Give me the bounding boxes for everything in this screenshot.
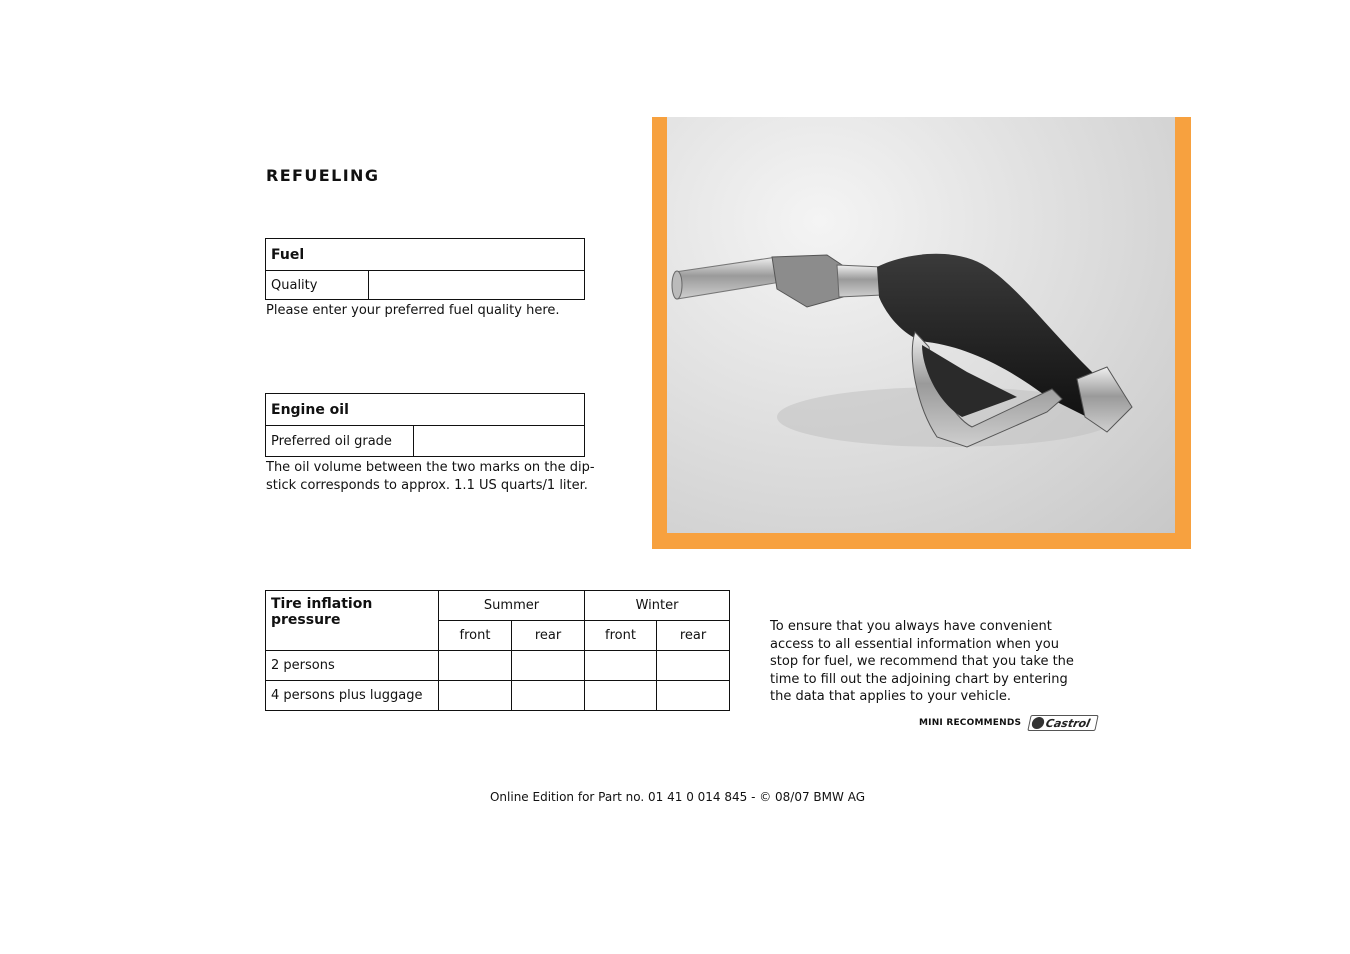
winter-header: Winter — [585, 591, 730, 621]
fuel-quality-field[interactable] — [369, 271, 585, 300]
fuel-nozzle-photo — [667, 117, 1175, 533]
summer-front-header: front — [439, 621, 512, 651]
engine-oil-table — [265, 393, 585, 457]
brand-label: MINI RECOMMENDS — [919, 718, 1022, 728]
oil-note: The oil volume between the two marks on the dip-stick corresponds to approx. 1.1 US quarts/1 liter. — [266, 460, 595, 493]
page-title: REFUELING — [266, 166, 380, 185]
row-label: 4 persons plus luggage — [266, 681, 439, 711]
tire-pressure-table — [265, 590, 730, 711]
oil-grade-field[interactable] — [414, 426, 585, 457]
tire-value-field[interactable] — [512, 681, 585, 711]
summer-rear-header: rear — [512, 621, 585, 651]
winter-front-header: front — [585, 621, 657, 651]
tire-value-field[interactable] — [657, 651, 730, 681]
table-row — [266, 681, 730, 711]
summer-header: Summer — [439, 591, 585, 621]
brand-recommendation — [919, 714, 1097, 732]
tire-value-field[interactable] — [585, 651, 657, 681]
fuel-table — [265, 238, 585, 300]
table-row — [266, 651, 730, 681]
access-info-text: To ensure that you always have convenient access to all essential information when you stop for fuel, we recommend that you take the time to fill out the adjoining chart by entering the data that applies to your vehicle. — [770, 619, 1074, 704]
castrol-logo-icon — [1028, 715, 1099, 731]
footer: Online Edition for Part no. 01 41 0 014 845 - © 08/07 BMW AG — [489, 790, 865, 804]
tire-value-field[interactable] — [439, 651, 512, 681]
tire-value-field[interactable] — [512, 651, 585, 681]
tire-value-field[interactable] — [439, 681, 512, 711]
row-label: 2 persons — [266, 651, 439, 681]
fuel-header: Fuel — [266, 239, 585, 271]
fuel-note: Please enter your preferred fuel quality here. — [266, 303, 560, 318]
fuel-quality-label: Quality — [266, 271, 369, 300]
tire-value-field[interactable] — [657, 681, 730, 711]
castrol-mark-icon — [1031, 717, 1046, 729]
oil-grade-label: Preferred oil grade — [266, 426, 414, 457]
tire-pressure-header: Tire inflation pressure — [266, 591, 439, 651]
engine-oil-header: Engine oil — [266, 394, 585, 426]
winter-rear-header: rear — [657, 621, 730, 651]
fuel-nozzle-icon — [667, 117, 1175, 533]
castrol-wordmark: Castrol — [1044, 716, 1092, 730]
tire-value-field[interactable] — [585, 681, 657, 711]
